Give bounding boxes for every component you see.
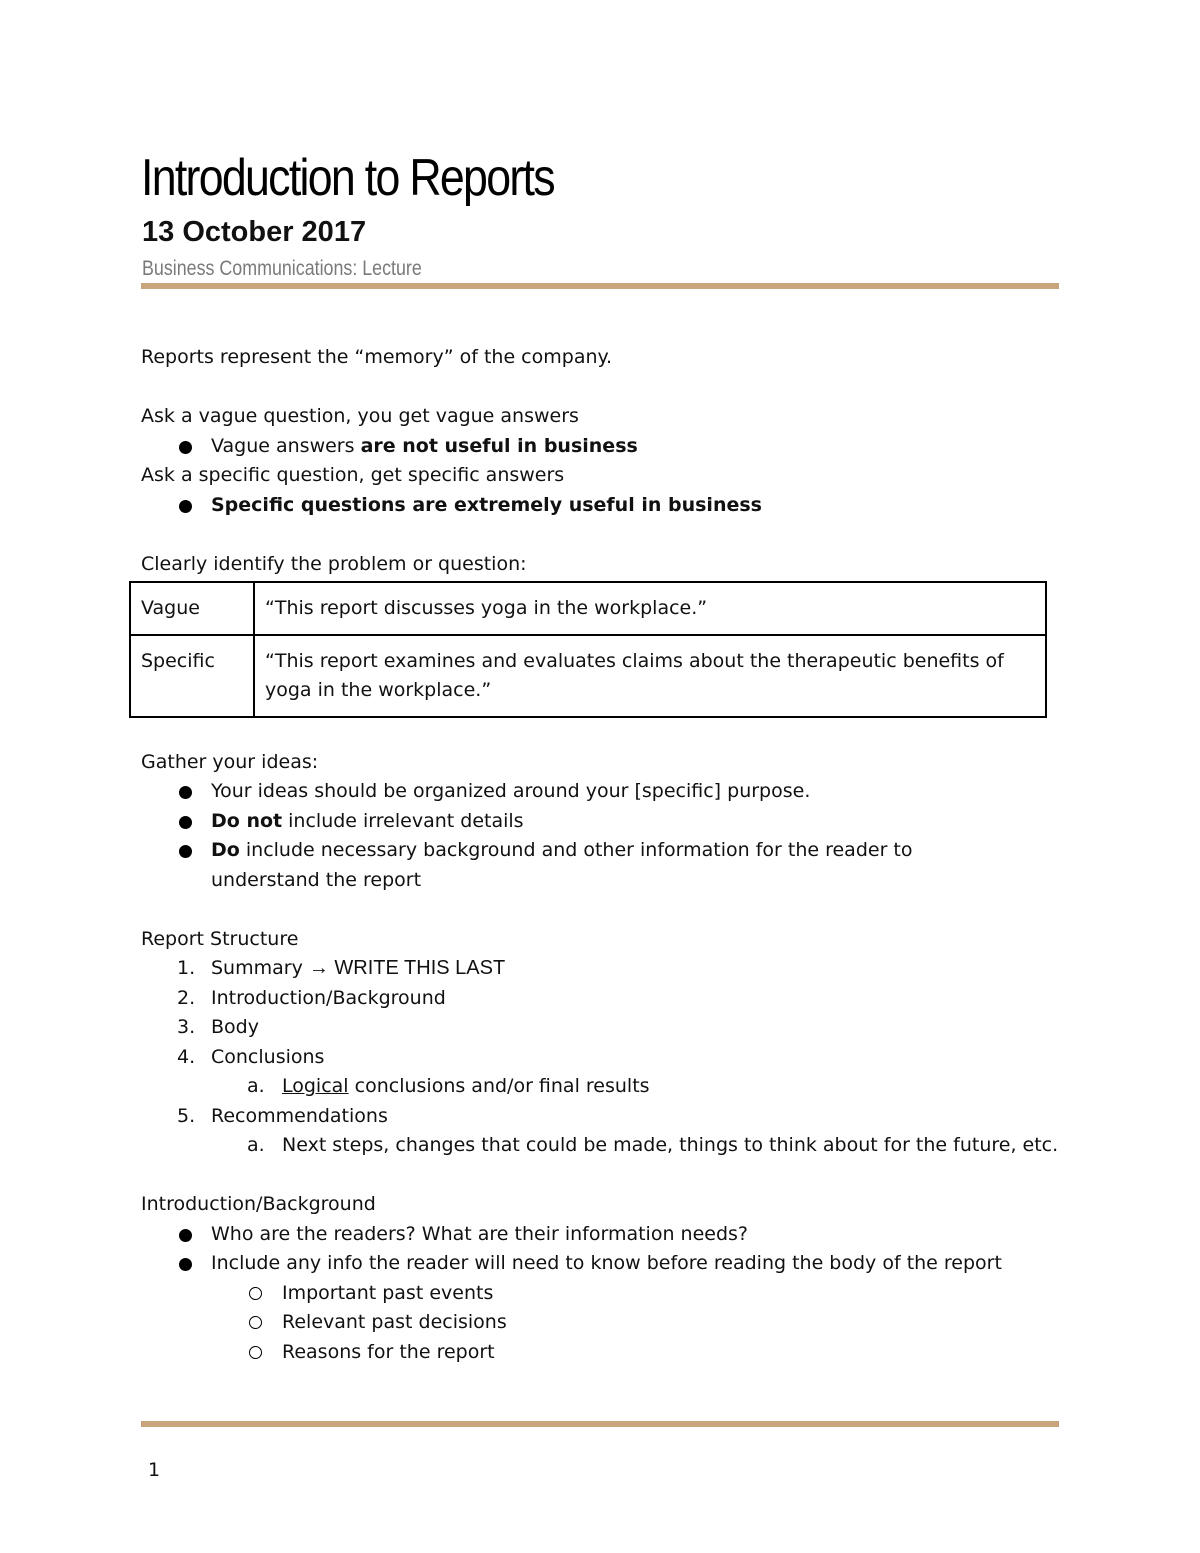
table-row	[130, 635, 1046, 717]
footer-divider	[141, 1421, 1059, 1427]
section-heading: Report Structure	[141, 927, 299, 950]
list-text: Summary	[211, 957, 309, 979]
bullet-text: Vague answers	[211, 434, 361, 457]
bullet-icon	[179, 845, 192, 858]
numbered-item	[141, 984, 1061, 1014]
list-letter: a.	[247, 1075, 265, 1097]
table-cell-text: “This report examines and evaluates claims about the therapeutic benefits of yoga in the workplace.”	[254, 635, 1046, 717]
comparison-table	[129, 581, 1047, 718]
paragraph: Ask a specific question, get specific answers	[141, 464, 565, 486]
numbered-item	[141, 954, 1061, 984]
bullet-text: include necessary background and other information for the reader to understand the report	[211, 839, 913, 891]
bullet-item	[141, 1220, 1061, 1250]
page-number: 1	[148, 1459, 161, 1481]
list-text: Body	[211, 1016, 259, 1038]
paragraph: Ask a vague question, you get vague answers	[141, 405, 579, 427]
list-number: 3.	[177, 1016, 196, 1038]
numbered-item	[141, 1102, 1061, 1132]
course-subtitle: Business Communications: Lecture	[142, 257, 422, 280]
bullet-icon	[179, 500, 192, 513]
section-heading: Gather your ideas:	[141, 750, 319, 773]
list-text: Recommendations	[211, 1104, 388, 1127]
bullet-bold-text: are not useful in business	[360, 434, 638, 457]
bullet-item	[141, 777, 1061, 807]
bullet-icon	[179, 441, 192, 454]
sub-bullet-item	[141, 1338, 1061, 1368]
bullet-item	[141, 1249, 1061, 1279]
bullet-icon	[179, 786, 192, 799]
paragraph: Clearly identify the problem or question:	[141, 552, 527, 575]
bullet-item	[141, 836, 991, 895]
paragraph: Reports represent the “memory” of the company.	[141, 346, 613, 368]
numbered-item	[141, 1013, 1061, 1043]
bullet-bold-text: Do	[211, 839, 240, 861]
bullet-text: Reasons for the report	[282, 1340, 495, 1363]
list-letter: a.	[247, 1134, 265, 1156]
header-divider	[141, 283, 1059, 289]
sub-item	[141, 1131, 1062, 1161]
list-text: Next steps, changes that could be made, things to think about for the future, etc.	[282, 1134, 1059, 1156]
list-text-emphasis: → WRITE THIS LAST	[308, 957, 506, 979]
document-date: 13 October 2017	[142, 216, 367, 248]
bullet-text: Important past events	[282, 1281, 494, 1304]
bullet-bold-text: Do not	[211, 809, 283, 832]
bullet-icon	[179, 1229, 192, 1242]
list-text: conclusions and/or final results	[348, 1075, 650, 1097]
bullet-icon	[179, 1258, 192, 1271]
bullet-text: include irrelevant details	[282, 809, 524, 832]
bullet-text: Relevant past decisions	[282, 1311, 507, 1333]
bullet-bold-text: Specific questions are extremely useful in business	[211, 493, 762, 516]
hollow-bullet-icon	[249, 1346, 262, 1359]
sub-bullet-item	[141, 1279, 1061, 1309]
sub-bullet-item	[141, 1308, 1061, 1338]
bullet-text: Who are the readers? What are their information needs?	[211, 1222, 748, 1245]
hollow-bullet-icon	[249, 1287, 262, 1300]
hollow-bullet-icon	[249, 1316, 262, 1329]
sub-item	[141, 1072, 1061, 1102]
bullet-item	[141, 491, 1061, 521]
list-number: 5.	[177, 1104, 196, 1127]
section-heading: Introduction/Background	[141, 1193, 376, 1215]
list-number: 4.	[177, 1045, 196, 1068]
list-number: 1.	[177, 957, 196, 979]
table-row	[130, 582, 1046, 635]
bullet-item	[141, 807, 1061, 837]
bullet-text: Include any info the reader will need to know before reading the body of the report	[211, 1252, 1002, 1274]
document-title: Introduction to Reports	[141, 149, 554, 207]
table-cell-text: “This report discusses yoga in the workplace.”	[254, 582, 1046, 635]
list-text: Conclusions	[211, 1045, 325, 1068]
bullet-icon	[179, 816, 192, 829]
list-text-underlined: Logical	[282, 1075, 349, 1097]
numbered-item	[141, 1043, 1061, 1073]
table-cell-label: Vague	[130, 582, 254, 635]
list-text: Introduction/Background	[211, 986, 446, 1009]
table-cell-label: Specific	[130, 635, 254, 717]
list-number: 2.	[177, 986, 196, 1009]
bullet-text: Your ideas should be organized around your [specific] purpose.	[211, 780, 811, 802]
document-body	[141, 343, 1061, 1367]
bullet-item	[141, 432, 1061, 462]
